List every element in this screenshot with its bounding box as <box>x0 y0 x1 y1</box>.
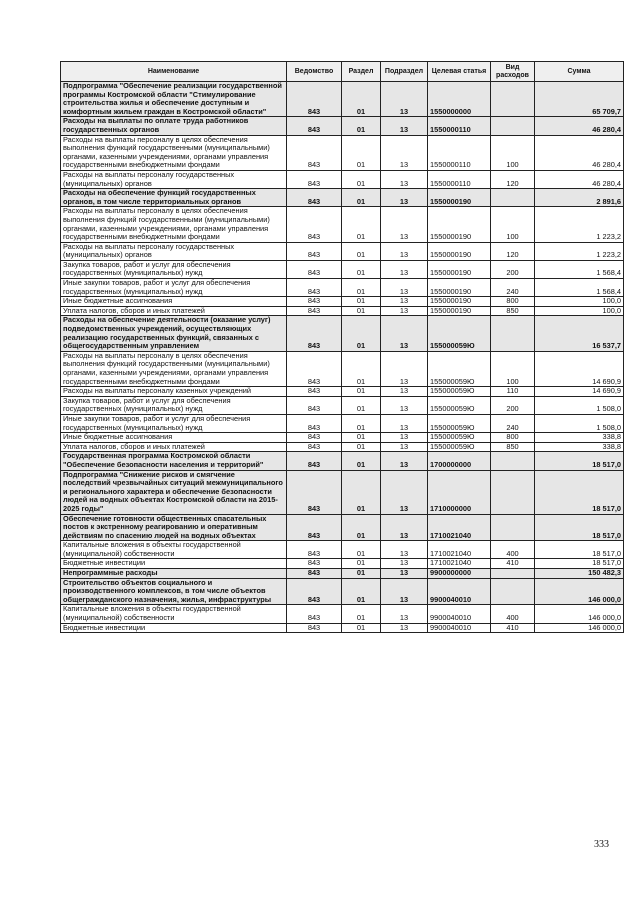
cell-type: 110 <box>491 387 535 397</box>
cell-dept: 843 <box>287 514 342 541</box>
cell-section: 01 <box>342 316 381 351</box>
cell-sum: 100,0 <box>535 297 624 307</box>
cell-target: 1550000190 <box>428 207 491 242</box>
cell-subsection: 13 <box>381 207 428 242</box>
cell-dept: 843 <box>287 189 342 207</box>
cell-sum: 100,0 <box>535 306 624 316</box>
cell-name: Бюджетные инвестиции <box>61 623 287 633</box>
cell-dept: 843 <box>287 170 342 188</box>
cell-name: Расходы на обеспечение функций государственных органов, в том числе территориальных органов <box>61 189 287 207</box>
cell-subsection: 13 <box>381 297 428 307</box>
cell-section: 01 <box>342 117 381 135</box>
cell-name: Строительство объектов социального и производственного комплексов, в том числе объектов общегражданского назначения, жилья, инфраструктуры <box>61 578 287 605</box>
table-row <box>61 207 624 242</box>
cell-name: Иные закупки товаров, работ и услуг для обеспечения государственных (муниципальных) нужд <box>61 279 287 297</box>
table-row <box>61 189 624 207</box>
cell-target: 1700000000 <box>428 452 491 470</box>
table-row <box>61 170 624 188</box>
table-body <box>61 82 624 633</box>
cell-subsection: 13 <box>381 514 428 541</box>
cell-section: 01 <box>342 82 381 117</box>
cell-section: 01 <box>342 279 381 297</box>
cell-section: 01 <box>342 541 381 559</box>
cell-name: Расходы на выплаты персоналу в целях обеспечения выполнения функций государственными (муниципальными) органами, казенными учреждениями, органами управления государственными внебюджетными фондами <box>61 207 287 242</box>
cell-sum: 46 280,4 <box>535 135 624 170</box>
cell-dept: 843 <box>287 260 342 278</box>
cell-dept: 843 <box>287 279 342 297</box>
cell-section: 01 <box>342 135 381 170</box>
budget-table <box>60 61 624 633</box>
cell-name: Расходы на выплаты персоналу казенных учреждений <box>61 387 287 397</box>
cell-sum: 1 568,4 <box>535 279 624 297</box>
header-name: Наименование <box>61 62 287 82</box>
cell-target: 9900040010 <box>428 578 491 605</box>
cell-name: Закупка товаров, работ и услуг для обеспечения государственных (муниципальных) нужд <box>61 260 287 278</box>
cell-subsection: 13 <box>381 189 428 207</box>
cell-name: Подпрограмма "Обеспечение реализации государственной программы Костромской области "Стимулирование строительства жилья и обеспечение доступным и комфортным жильем граждан в Костромской области" <box>61 82 287 117</box>
header-target: Целевая статья <box>428 62 491 82</box>
cell-dept: 843 <box>287 117 342 135</box>
cell-dept: 843 <box>287 541 342 559</box>
cell-target: 155000059Ю <box>428 351 491 386</box>
cell-subsection: 13 <box>381 559 428 569</box>
header-subsection: Подраздел <box>381 62 428 82</box>
cell-target: 155000059Ю <box>428 414 491 432</box>
cell-type <box>491 117 535 135</box>
table-row <box>61 297 624 307</box>
header-section: Раздел <box>342 62 381 82</box>
cell-sum: 146 000,0 <box>535 623 624 633</box>
table-row <box>61 541 624 559</box>
cell-target: 9900040010 <box>428 623 491 633</box>
cell-type <box>491 514 535 541</box>
cell-sum: 18 517,0 <box>535 470 624 514</box>
cell-sum: 14 690,9 <box>535 387 624 397</box>
cell-dept: 843 <box>287 207 342 242</box>
table-row <box>61 470 624 514</box>
cell-dept: 843 <box>287 414 342 432</box>
cell-name: Закупка товаров, работ и услуг для обеспечения государственных (муниципальных) нужд <box>61 396 287 414</box>
table-row <box>61 396 624 414</box>
cell-type: 800 <box>491 433 535 443</box>
cell-name: Иные бюджетные ассигнования <box>61 297 287 307</box>
cell-type: 240 <box>491 279 535 297</box>
cell-type: 850 <box>491 306 535 316</box>
cell-type: 800 <box>491 297 535 307</box>
cell-sum: 146 000,0 <box>535 578 624 605</box>
cell-subsection: 13 <box>381 442 428 452</box>
cell-type: 410 <box>491 623 535 633</box>
cell-name: Бюджетные инвестиции <box>61 559 287 569</box>
cell-subsection: 13 <box>381 306 428 316</box>
cell-section: 01 <box>342 387 381 397</box>
cell-sum: 2 891,6 <box>535 189 624 207</box>
cell-target: 155000059Ю <box>428 316 491 351</box>
cell-type <box>491 452 535 470</box>
cell-type: 200 <box>491 396 535 414</box>
cell-section: 01 <box>342 297 381 307</box>
cell-subsection: 13 <box>381 452 428 470</box>
cell-dept: 843 <box>287 297 342 307</box>
cell-dept: 843 <box>287 351 342 386</box>
cell-subsection: 13 <box>381 387 428 397</box>
cell-target: 9900000000 <box>428 569 491 579</box>
cell-dept: 843 <box>287 623 342 633</box>
cell-subsection: 13 <box>381 396 428 414</box>
cell-name: Иные закупки товаров, работ и услуг для обеспечения государственных (муниципальных) нужд <box>61 414 287 432</box>
cell-name: Обеспечение готовности общественных спасательных постов к экстренному реагированию и оперативным действиям по спасению людей на водных объектах <box>61 514 287 541</box>
cell-subsection: 13 <box>381 541 428 559</box>
cell-type: 400 <box>491 541 535 559</box>
cell-name: Расходы на выплаты персоналу в целях обеспечения выполнения функций государственными (муниципальными) органами, казенными учреждениями, органами управления государственными внебюджетными фондами <box>61 135 287 170</box>
table-row <box>61 260 624 278</box>
table-row <box>61 414 624 432</box>
cell-name: Уплата налогов, сборов и иных платежей <box>61 306 287 316</box>
cell-name: Подпрограмма "Снижение рисков и смягчение последствий чрезвычайных ситуаций межмуниципального и регионального характера и обеспечение безопасности людей на водных объектах Костромской области на 2015-2025 годы" <box>61 470 287 514</box>
cell-type <box>491 470 535 514</box>
cell-name: Непрограммные расходы <box>61 569 287 579</box>
cell-target: 1710021040 <box>428 559 491 569</box>
cell-subsection: 13 <box>381 569 428 579</box>
cell-target: 155000059Ю <box>428 442 491 452</box>
cell-section: 01 <box>342 306 381 316</box>
cell-name: Государственная программа Костромской области "Обеспечение безопасности населения и территорий" <box>61 452 287 470</box>
cell-section: 01 <box>342 414 381 432</box>
cell-sum: 18 517,0 <box>535 452 624 470</box>
cell-subsection: 13 <box>381 117 428 135</box>
cell-sum: 150 482,3 <box>535 569 624 579</box>
cell-subsection: 13 <box>381 414 428 432</box>
page-number: 333 <box>594 839 609 850</box>
cell-sum: 1 223,2 <box>535 207 624 242</box>
cell-target: 1550000190 <box>428 260 491 278</box>
cell-sum: 46 280,4 <box>535 117 624 135</box>
table-row <box>61 279 624 297</box>
table-row <box>61 433 624 443</box>
cell-dept: 843 <box>287 306 342 316</box>
cell-subsection: 13 <box>381 279 428 297</box>
table-row <box>61 578 624 605</box>
cell-type: 120 <box>491 170 535 188</box>
cell-type <box>491 569 535 579</box>
cell-target: 155000059Ю <box>428 396 491 414</box>
cell-target: 1550000000 <box>428 82 491 117</box>
cell-target: 1710021040 <box>428 514 491 541</box>
cell-dept: 843 <box>287 442 342 452</box>
table-header-row <box>61 62 624 82</box>
table-row <box>61 569 624 579</box>
cell-sum: 146 000,0 <box>535 605 624 623</box>
cell-target: 1550000110 <box>428 117 491 135</box>
cell-target: 1710021040 <box>428 541 491 559</box>
cell-subsection: 13 <box>381 623 428 633</box>
cell-type: 100 <box>491 135 535 170</box>
cell-section: 01 <box>342 170 381 188</box>
cell-type <box>491 578 535 605</box>
table-row <box>61 387 624 397</box>
cell-type: 400 <box>491 605 535 623</box>
cell-dept: 843 <box>287 569 342 579</box>
cell-target: 1550000190 <box>428 306 491 316</box>
cell-type: 240 <box>491 414 535 432</box>
cell-subsection: 13 <box>381 578 428 605</box>
cell-type: 200 <box>491 260 535 278</box>
header-sum: Сумма <box>535 62 624 82</box>
cell-type: 850 <box>491 442 535 452</box>
cell-target: 9900040010 <box>428 605 491 623</box>
cell-type <box>491 82 535 117</box>
cell-section: 01 <box>342 452 381 470</box>
cell-type <box>491 189 535 207</box>
cell-target: 1550000190 <box>428 242 491 260</box>
cell-type: 120 <box>491 242 535 260</box>
cell-sum: 338,8 <box>535 433 624 443</box>
cell-type: 410 <box>491 559 535 569</box>
cell-sum: 1 508,0 <box>535 414 624 432</box>
cell-section: 01 <box>342 442 381 452</box>
table-row <box>61 623 624 633</box>
cell-section: 01 <box>342 623 381 633</box>
cell-name: Уплата налогов, сборов и иных платежей <box>61 442 287 452</box>
cell-dept: 843 <box>287 396 342 414</box>
cell-dept: 843 <box>287 578 342 605</box>
cell-section: 01 <box>342 433 381 443</box>
cell-sum: 65 709,7 <box>535 82 624 117</box>
cell-sum: 1 508,0 <box>535 396 624 414</box>
cell-dept: 843 <box>287 605 342 623</box>
cell-sum: 18 517,0 <box>535 559 624 569</box>
cell-name: Капитальные вложения в объекты государственной (муниципальной) собственности <box>61 541 287 559</box>
table-row <box>61 452 624 470</box>
cell-subsection: 13 <box>381 470 428 514</box>
cell-name: Иные бюджетные ассигнования <box>61 433 287 443</box>
cell-section: 01 <box>342 559 381 569</box>
cell-name: Расходы на выплаты персоналу государственных (муниципальных) органов <box>61 242 287 260</box>
table-row <box>61 242 624 260</box>
cell-dept: 843 <box>287 470 342 514</box>
cell-section: 01 <box>342 207 381 242</box>
cell-sum: 16 537,7 <box>535 316 624 351</box>
cell-section: 01 <box>342 514 381 541</box>
cell-target: 155000059Ю <box>428 433 491 443</box>
header-dept: Ведомство <box>287 62 342 82</box>
cell-dept: 843 <box>287 135 342 170</box>
header-type: Вид расходов <box>491 62 535 82</box>
cell-section: 01 <box>342 605 381 623</box>
cell-sum: 46 280,4 <box>535 170 624 188</box>
table-row <box>61 135 624 170</box>
cell-section: 01 <box>342 189 381 207</box>
cell-subsection: 13 <box>381 433 428 443</box>
cell-name: Капитальные вложения в объекты государственной (муниципальной) собственности <box>61 605 287 623</box>
cell-section: 01 <box>342 396 381 414</box>
cell-sum: 1 223,2 <box>535 242 624 260</box>
cell-name: Расходы на выплаты персоналу в целях обеспечения выполнения функций государственными (муниципальными) органами, казенными учреждениями, органами управления государственными внебюджетными фондами <box>61 351 287 386</box>
table-row <box>61 316 624 351</box>
cell-type: 100 <box>491 207 535 242</box>
cell-dept: 843 <box>287 433 342 443</box>
table-row <box>61 82 624 117</box>
cell-section: 01 <box>342 242 381 260</box>
cell-subsection: 13 <box>381 242 428 260</box>
cell-section: 01 <box>342 578 381 605</box>
cell-dept: 843 <box>287 242 342 260</box>
cell-dept: 843 <box>287 559 342 569</box>
table-row <box>61 605 624 623</box>
cell-dept: 843 <box>287 316 342 351</box>
cell-target: 155000059Ю <box>428 387 491 397</box>
table-row <box>61 117 624 135</box>
cell-target: 1550000110 <box>428 170 491 188</box>
cell-sum: 18 517,0 <box>535 514 624 541</box>
cell-type <box>491 316 535 351</box>
cell-sum: 14 690,9 <box>535 351 624 386</box>
table-row <box>61 514 624 541</box>
table-row <box>61 351 624 386</box>
cell-subsection: 13 <box>381 170 428 188</box>
cell-name: Расходы на выплаты персоналу государственных (муниципальных) органов <box>61 170 287 188</box>
cell-type: 100 <box>491 351 535 386</box>
cell-sum: 338,8 <box>535 442 624 452</box>
cell-section: 01 <box>342 470 381 514</box>
cell-sum: 18 517,0 <box>535 541 624 559</box>
cell-subsection: 13 <box>381 260 428 278</box>
cell-name: Расходы на выплаты по оплате труда работников государственных органов <box>61 117 287 135</box>
cell-target: 1710000000 <box>428 470 491 514</box>
cell-section: 01 <box>342 351 381 386</box>
cell-dept: 843 <box>287 82 342 117</box>
cell-subsection: 13 <box>381 351 428 386</box>
cell-dept: 843 <box>287 387 342 397</box>
cell-section: 01 <box>342 260 381 278</box>
cell-subsection: 13 <box>381 135 428 170</box>
cell-subsection: 13 <box>381 316 428 351</box>
cell-target: 1550000110 <box>428 135 491 170</box>
cell-subsection: 13 <box>381 82 428 117</box>
cell-sum: 1 568,4 <box>535 260 624 278</box>
cell-target: 1550000190 <box>428 279 491 297</box>
cell-subsection: 13 <box>381 605 428 623</box>
cell-dept: 843 <box>287 452 342 470</box>
cell-target: 1550000190 <box>428 189 491 207</box>
cell-section: 01 <box>342 569 381 579</box>
cell-name: Расходы на обеспечение деятельности (оказание услуг) подведомственных учреждений, осуществляющих реализацию государственных функций, связанных с общегосударственным управлением <box>61 316 287 351</box>
cell-target: 1550000190 <box>428 297 491 307</box>
